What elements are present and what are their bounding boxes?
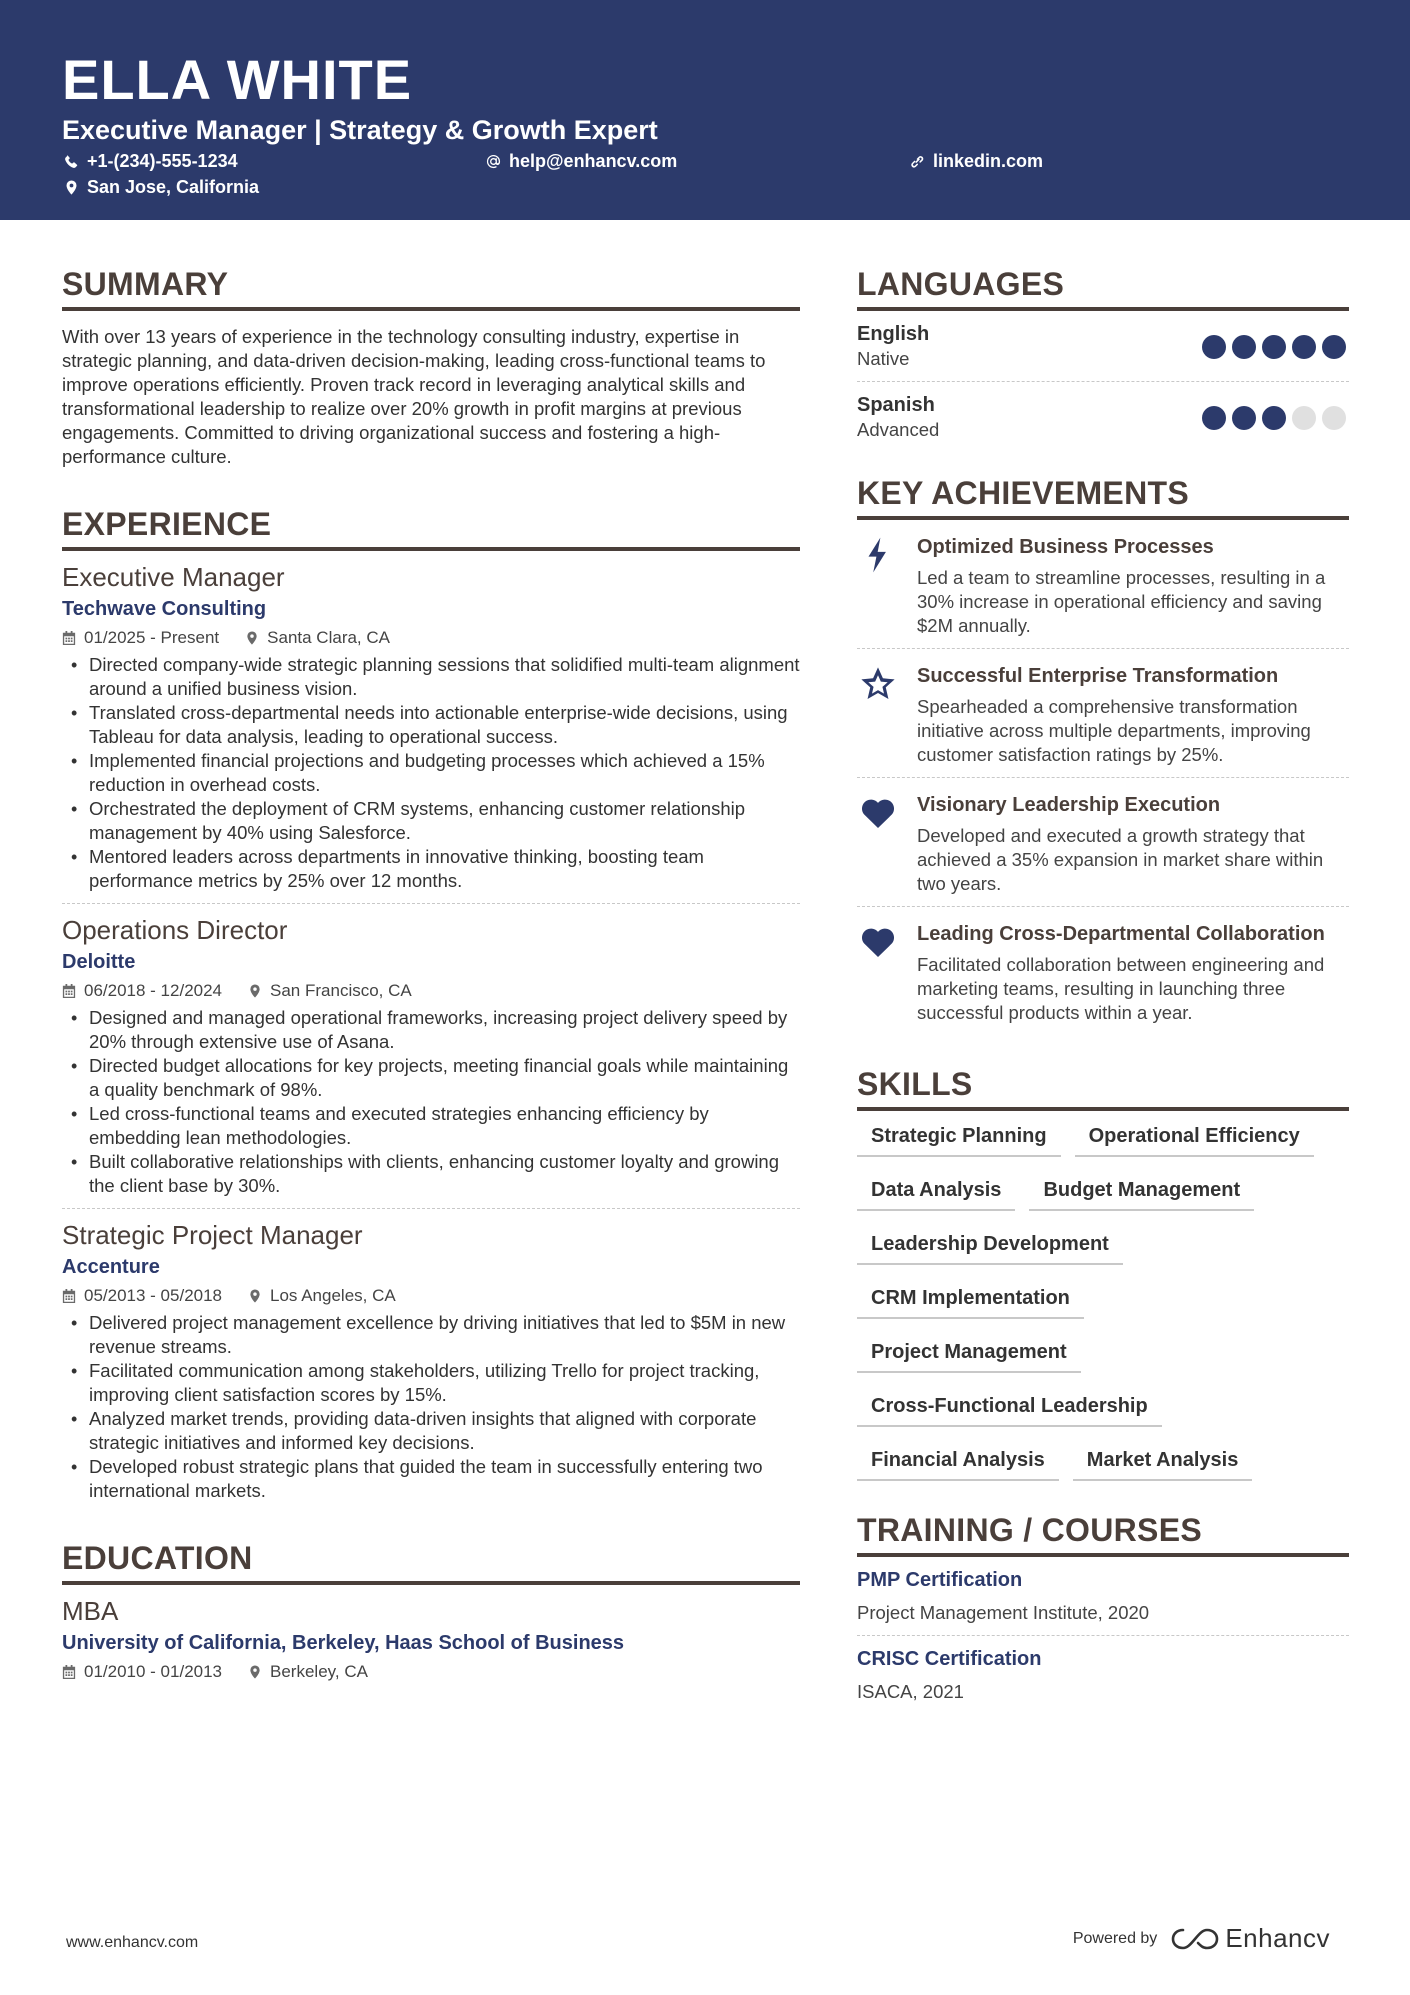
- language-name: English: [857, 323, 930, 345]
- languages-section: [857, 265, 1349, 452]
- candidate-title: Executive Manager | Strategy & Growth Expert: [62, 115, 658, 145]
- skill-tag: Project Management: [857, 1339, 1081, 1373]
- powered-by-label: Powered by: [1072, 1929, 1158, 1947]
- education-location-wrap: [248, 1660, 368, 1684]
- education-dates-wrap: [62, 1660, 222, 1684]
- achievement-title: Successful Enterprise Transformation: [917, 665, 1279, 687]
- job-title: Executive Manager: [62, 562, 285, 592]
- summary-heading: SUMMARY: [62, 265, 800, 311]
- at-icon: [486, 154, 501, 169]
- achievement-item: [857, 520, 1349, 649]
- language-name: Spanish: [857, 394, 935, 416]
- calendar-icon: [62, 1289, 76, 1303]
- bullet-item: • Facilitated communication among stakeholders, utilizing Trello for project tracking, improving client satisfaction scores by 15%.: [62, 1359, 800, 1407]
- bullet-item: • Led cross-functional teams and executed strategies enhancing efficiency by embedding lean methodologies.: [62, 1102, 800, 1150]
- languages-heading: LANGUAGES: [857, 265, 1349, 311]
- calendar-icon: [62, 631, 76, 645]
- resume-header: [0, 0, 1410, 220]
- calendar-icon: [62, 1665, 76, 1679]
- job-dates-wrap: [62, 979, 222, 1003]
- rating-dot-filled: [1202, 406, 1226, 430]
- linkedin-text[interactable]: linkedin.com: [933, 151, 1044, 171]
- skill-tag: Budget Management: [1029, 1177, 1254, 1211]
- course-item: [857, 1636, 1349, 1714]
- achievements-section: [857, 474, 1349, 1035]
- job-dates: 05/2013 - 05/2018: [84, 1286, 223, 1305]
- experience-heading: EXPERIENCE: [62, 505, 800, 551]
- bullet-item: • Designed and managed operational frameworks, increasing project delivery speed by 20% through extensive use of Asana.: [62, 1006, 800, 1054]
- skill-row: [857, 1231, 1349, 1265]
- job-dates-wrap: [62, 626, 219, 650]
- footer-branding: [1073, 1923, 1330, 1954]
- language-rating: [1202, 406, 1346, 430]
- degree: MBA: [62, 1596, 119, 1626]
- job-title: Operations Director: [62, 915, 288, 945]
- contact-location: [64, 176, 259, 198]
- job-bullets: [62, 653, 800, 893]
- language-rating: [1202, 335, 1346, 359]
- bullet-item: • Orchestrated the deployment of CRM systems, enhancing customer relationship management by 40% using Salesforce.: [62, 797, 800, 845]
- achievement-item: [857, 778, 1349, 907]
- skill-row: [857, 1393, 1349, 1427]
- language-item: [857, 382, 1349, 452]
- bullet-item: • Directed budget allocations for key projects, meeting financial goals while maintaining a quality benchmark of 98%.: [62, 1054, 800, 1102]
- skill-tag: Data Analysis: [857, 1177, 1015, 1211]
- training-section: [857, 1511, 1349, 1714]
- job-entry: [62, 1209, 800, 1513]
- link-icon: [910, 154, 925, 169]
- skills-section: [857, 1065, 1349, 1481]
- language-level: Advanced: [857, 419, 940, 440]
- skill-row: [857, 1285, 1349, 1319]
- rating-dot-filled: [1232, 406, 1256, 430]
- course-title: PMP Certification: [857, 1569, 1023, 1591]
- location-pin-icon: [248, 1289, 262, 1303]
- language-level: Native: [857, 348, 910, 369]
- email-text[interactable]: help@enhancv.com: [509, 151, 678, 171]
- location-pin-icon: [245, 631, 259, 645]
- education-location: Berkeley, CA: [270, 1662, 368, 1681]
- enhancv-logo[interactable]: [1171, 1923, 1330, 1954]
- education-entry: [62, 1585, 800, 1694]
- skill-tag: Leadership Development: [857, 1231, 1123, 1265]
- rating-dot-filled: [1232, 335, 1256, 359]
- bullet-item: • Mentored leaders across departments in innovative thinking, boosting team performance metrics by 25% over 12 months.: [62, 845, 800, 893]
- footer-website[interactable]: www.enhancv.com: [66, 1934, 199, 1951]
- right-column: [857, 265, 1349, 1714]
- course-description: Project Management Institute, 2020: [857, 1602, 1150, 1623]
- summary-text: With over 13 years of experience in the technology consulting industry, expertise in strategic planning, and data-driven decision-making, leading cross-functional teams to improve operations efficiently. Proven track record in leveraging analytical skills and transformational leadership to realize over 20% growth in profit margins at previous engagements. Committed to driving organizational success and fostering a high-performance culture.: [62, 326, 766, 467]
- job-meta: [62, 1284, 800, 1308]
- course-title: CRISC Certification: [857, 1648, 1042, 1670]
- bullet-item: • Delivered project management excellence by driving initiatives that led to $5M in new revenue streams.: [62, 1311, 800, 1359]
- experience-section: [62, 505, 800, 1513]
- bolt-icon: [859, 536, 897, 574]
- job-dates: 06/2018 - 12/2024: [84, 981, 223, 1000]
- company-name: Techwave Consulting: [62, 598, 267, 620]
- rating-dot-empty: [1322, 406, 1346, 430]
- location-pin-icon: [248, 1665, 262, 1679]
- job-location: Los Angeles, CA: [270, 1286, 396, 1305]
- star-icon: [859, 665, 897, 703]
- contact-linkedin: [910, 150, 1043, 172]
- language-item: [857, 311, 1349, 382]
- course-description: ISACA, 2021: [857, 1681, 964, 1702]
- job-entry: [62, 551, 800, 904]
- rating-dot-filled: [1292, 335, 1316, 359]
- left-column: [62, 265, 800, 1694]
- job-bullets: [62, 1006, 800, 1198]
- bullet-item: • Analyzed market trends, providing data-driven insights that aligned with corporate strategic initiatives and informed key decisions.: [62, 1407, 800, 1455]
- school-name: University of California, Berkeley, Haas School of Business: [62, 1632, 625, 1654]
- skills-list: [857, 1123, 1349, 1481]
- education-section: [62, 1539, 800, 1694]
- skill-row: [857, 1447, 1349, 1481]
- heart-icon: [859, 923, 897, 961]
- company-name: Accenture: [62, 1256, 160, 1278]
- job-dates: 01/2025 - Present: [84, 628, 220, 647]
- location-pin-icon: [64, 180, 79, 195]
- achievement-description: Spearheaded a comprehensive transformation initiative across multiple departments, improving customer satisfaction ratings by 25%.: [917, 696, 1311, 765]
- job-location: San Francisco, CA: [270, 981, 412, 1000]
- bullet-item: • Built collaborative relationships with clients, enhancing customer loyalty and growing the client base by 30%.: [62, 1150, 800, 1198]
- achievement-description: Facilitated collaboration between engineering and marketing teams, resulting in launching three successful products within a year.: [917, 954, 1325, 1023]
- skill-row: [857, 1123, 1349, 1157]
- contact-email: [486, 150, 677, 172]
- education-heading: EDUCATION: [62, 1539, 800, 1585]
- achievement-title: Leading Cross-Departmental Collaboration: [917, 923, 1325, 945]
- skill-tag: Operational Efficiency: [1075, 1123, 1314, 1157]
- location-pin-icon: [248, 984, 262, 998]
- contact-phone: [64, 150, 238, 172]
- job-location-wrap: [248, 979, 412, 1003]
- job-entry: [62, 904, 800, 1209]
- achievement-title: Optimized Business Processes: [917, 536, 1214, 558]
- location-text: San Jose, California: [87, 177, 260, 197]
- achievement-item: [857, 907, 1349, 1035]
- skill-tag: CRM Implementation: [857, 1285, 1084, 1319]
- job-bullets: [62, 1311, 800, 1503]
- summary-section: [62, 265, 800, 469]
- bullet-item: • Translated cross-departmental needs into actionable enterprise-wide decisions, using Tableau for data analysis, leading to operational success.: [62, 701, 800, 749]
- rating-dot-filled: [1202, 335, 1226, 359]
- skill-row: [857, 1339, 1349, 1373]
- bullet-item: • Implemented financial projections and budgeting processes which achieved a 15% reduction in overhead costs.: [62, 749, 800, 797]
- course-item: [857, 1557, 1349, 1636]
- job-location-wrap: [245, 626, 390, 650]
- achievement-description: Led a team to streamline processes, resulting in a 30% increase in operational efficiency and saving $2M annually.: [917, 567, 1326, 636]
- job-meta: [62, 979, 800, 1003]
- rating-dot-empty: [1292, 406, 1316, 430]
- job-location-wrap: [248, 1284, 396, 1308]
- skill-tag: Financial Analysis: [857, 1447, 1059, 1481]
- skill-row: [857, 1177, 1349, 1211]
- achievement-item: [857, 649, 1349, 778]
- achievements-heading: KEY ACHIEVEMENTS: [857, 474, 1349, 520]
- job-location: Santa Clara, CA: [267, 628, 390, 647]
- skill-tag: Market Analysis: [1073, 1447, 1253, 1481]
- job-meta: [62, 626, 800, 650]
- skill-tag: Cross-Functional Leadership: [857, 1393, 1162, 1427]
- calendar-icon: [62, 984, 76, 998]
- job-title: Strategic Project Manager: [62, 1220, 363, 1250]
- skills-heading: SKILLS: [857, 1065, 1349, 1111]
- phone-icon: [64, 154, 79, 169]
- achievement-description: Developed and executed a growth strategy that achieved a 35% expansion in market share within two years.: [917, 825, 1324, 894]
- achievement-title: Visionary Leadership Execution: [917, 794, 1221, 816]
- skill-tag: Strategic Planning: [857, 1123, 1061, 1157]
- rating-dot-filled: [1262, 335, 1286, 359]
- education-meta: [62, 1660, 800, 1684]
- rating-dot-filled: [1322, 335, 1346, 359]
- rating-dot-filled: [1262, 406, 1286, 430]
- candidate-name: ELLA WHITE: [62, 48, 413, 111]
- phone-text: +1-(234)-555-1234: [87, 151, 238, 171]
- enhancv-logo-icon: [1171, 1926, 1219, 1952]
- bullet-item: • Directed company-wide strategic planning sessions that solidified multi-team alignment around a unified business vision.: [62, 653, 800, 701]
- job-dates-wrap: [62, 1284, 222, 1308]
- education-dates: 01/2010 - 01/2013: [84, 1662, 223, 1681]
- heart-icon: [859, 794, 897, 832]
- enhancv-brand: Enhancv: [1225, 1923, 1330, 1953]
- bullet-item: • Developed robust strategic plans that guided the team in successfully entering two international markets.: [62, 1455, 800, 1503]
- company-name: Deloitte: [62, 951, 136, 973]
- training-heading: TRAINING / COURSES: [857, 1511, 1349, 1557]
